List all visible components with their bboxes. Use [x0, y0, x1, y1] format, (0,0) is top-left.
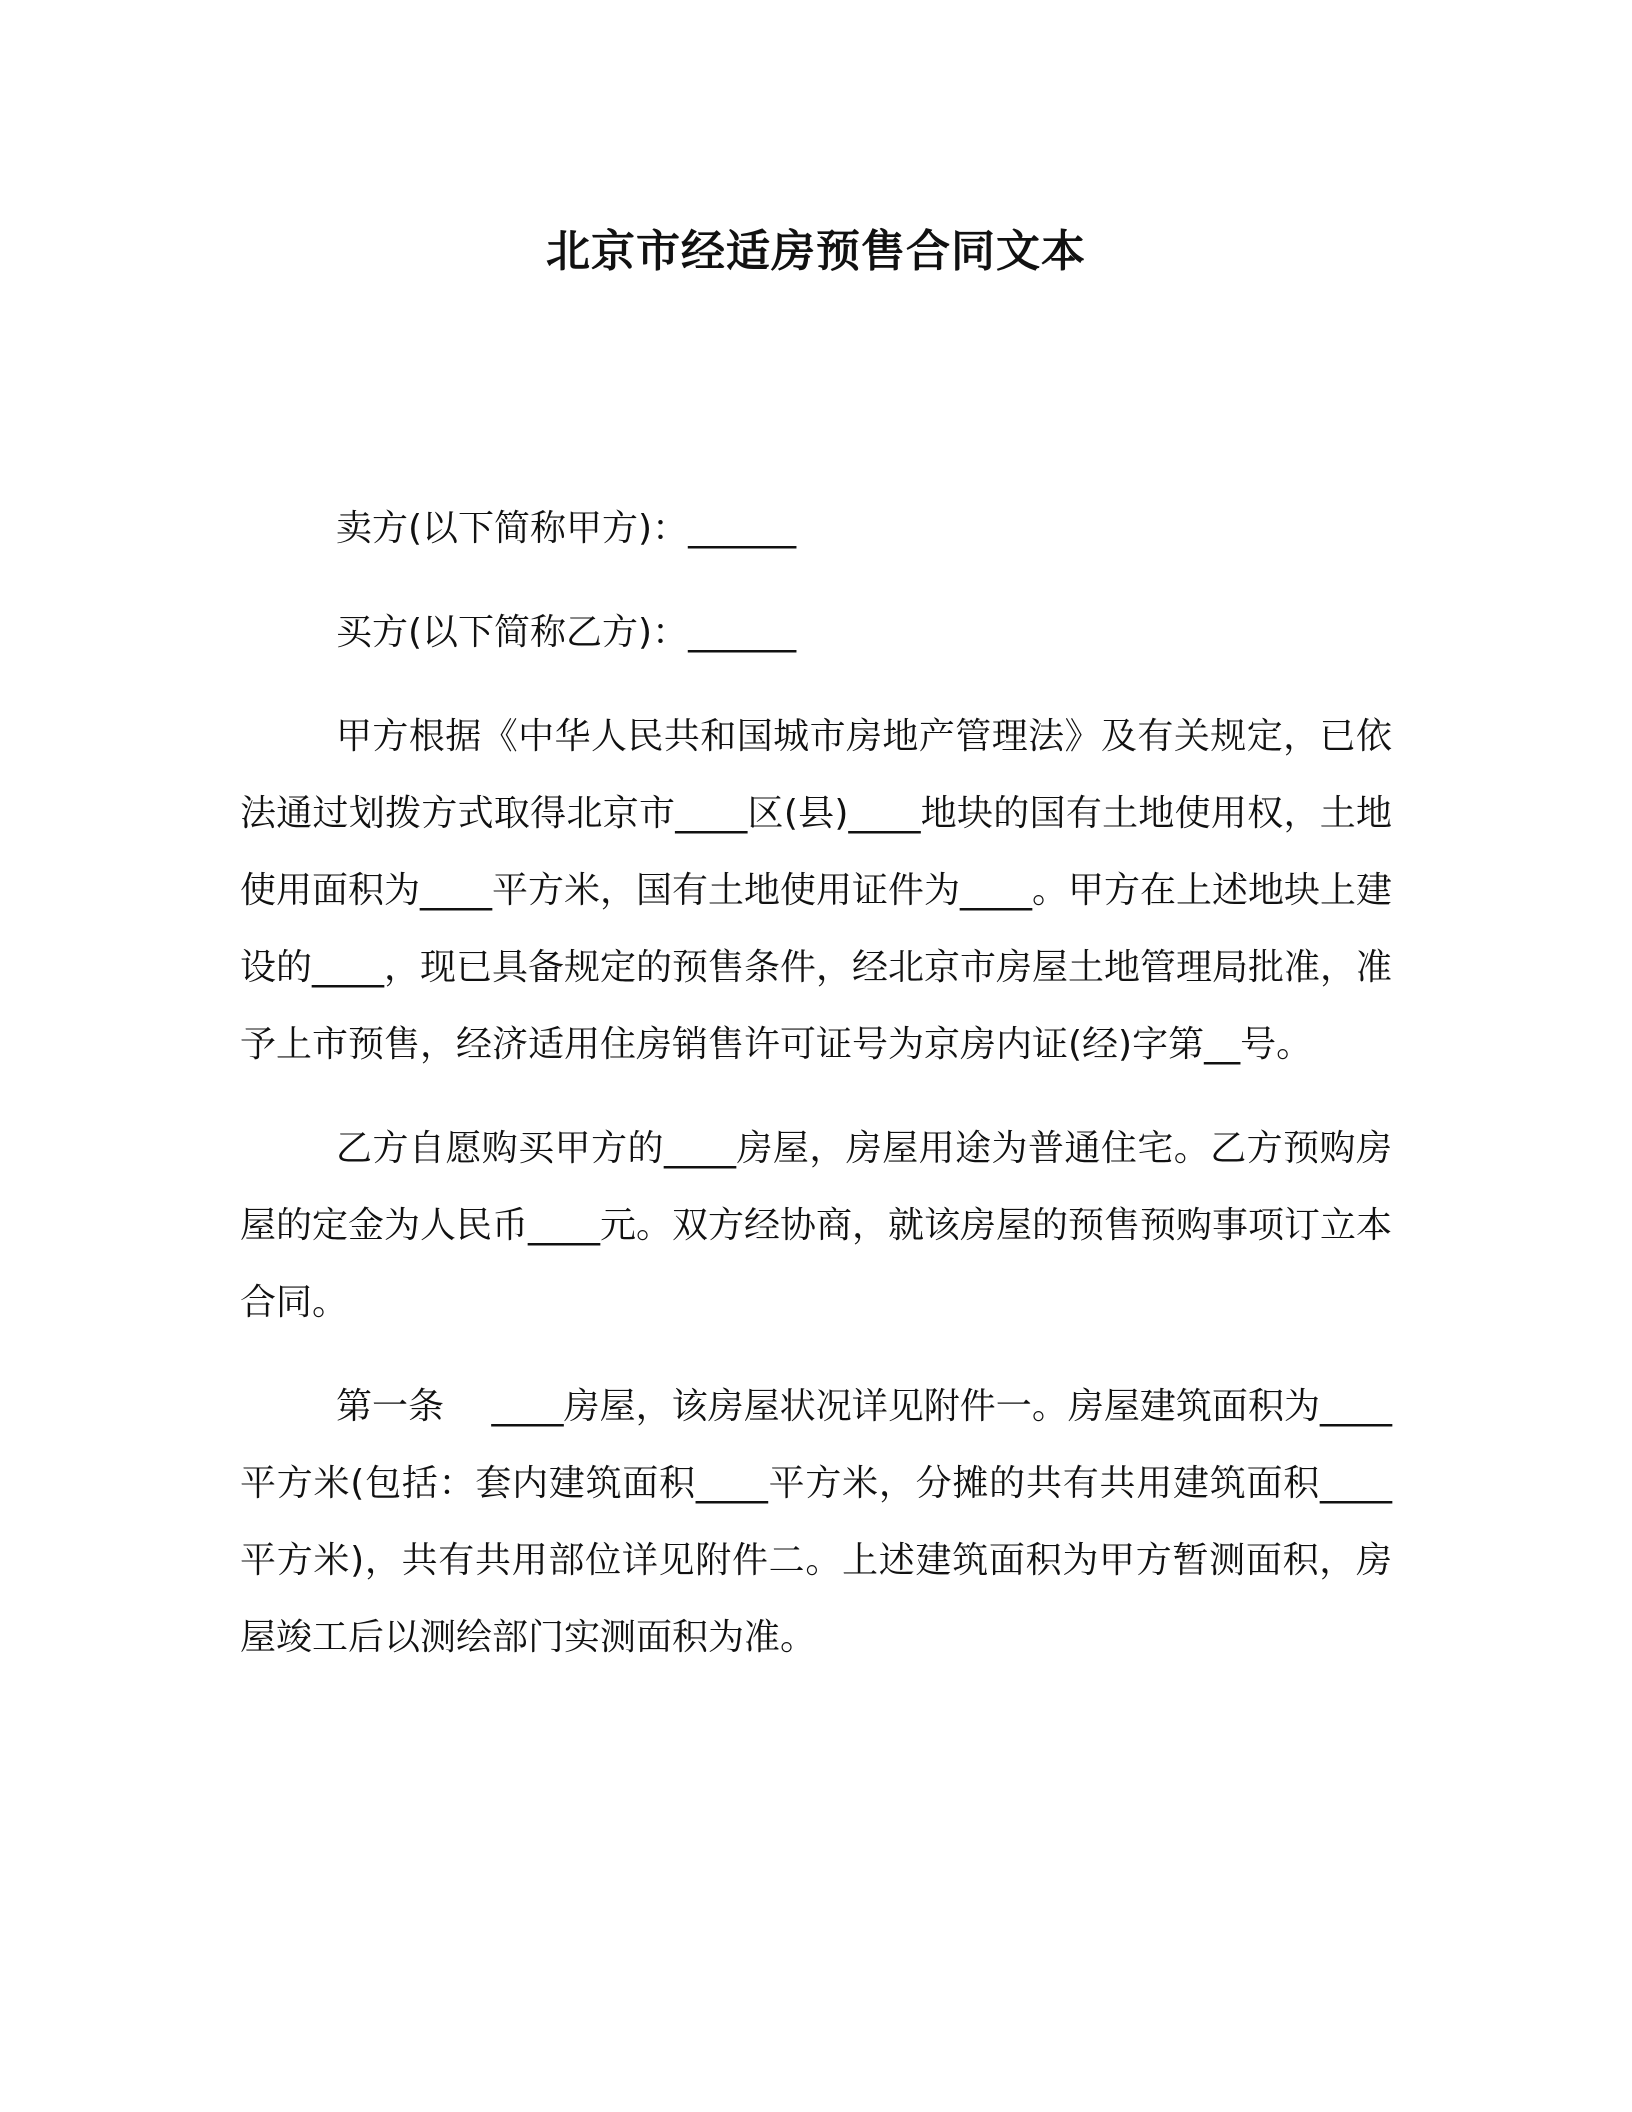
document-title: 北京市经适房预售合同文本 [546, 226, 1086, 277]
paragraph-article-one: 第一条 ____房屋，该房屋状况详见附件一。房屋建筑面积为____平方米(包括：套内建筑面积____平方米，分摊的共有共用建筑面积____平方米)，共有共用部位详见附件二。上述建筑面积为甲方暂测面积，房屋竣工后以测绘部门实测面积为准。 [240, 1386, 1392, 1658]
paragraph-purchase-intent: 乙方自愿购买甲方的____房屋，房屋用途为普通住宅。乙方预购房屋的定金为人民币____元。双方经协商，就该房屋的预售预购事项订立本合同。 [240, 1128, 1393, 1323]
seller-line: 卖方(以下简称甲方)：______ [336, 508, 797, 549]
paragraph-land-use-right: 甲方根据《中华人民共和国城市房地产管理法》及有关规定，已依法通过划拨方式取得北京市____区(县)____地块的国有土地使用权，土地使用面积为____平方米，国有土地使用证件为____。甲方在上述地块上建设的____，现已具备规定的预售条件，经北京市房屋土地管理局批准，准予上市预售，经济适用住房销售许可证号为京房内证(经)字第__号。 [240, 716, 1393, 1065]
buyer-line: 买方(以下简称乙方)：______ [336, 612, 797, 653]
document-body [240, 490, 1392, 1676]
